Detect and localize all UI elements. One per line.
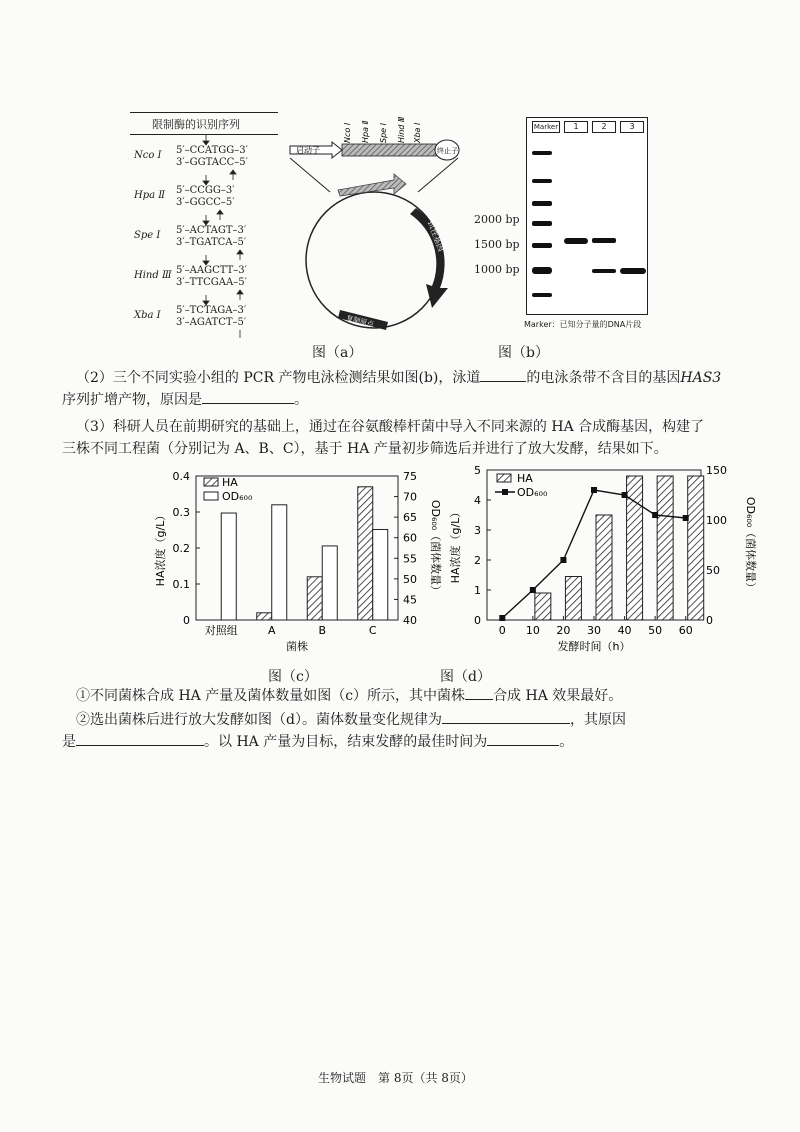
bp-label-1500: 1500 bp xyxy=(474,238,520,251)
y-tick-label: 0 xyxy=(474,614,481,627)
enzyme-name-spe: Spe Ⅰ xyxy=(134,230,161,241)
gel-note: Marker：已知分子量的DNA片段 xyxy=(524,320,642,329)
site-label-hpa: Hpa Ⅱ xyxy=(361,120,370,143)
q3-p1-text-a: ①不同菌株合成 HA 产量及菌体数量如图（c）所示，其中菌株 xyxy=(76,688,466,704)
enzyme-seq-bottom-hpa: 3′–GGCC–5′ xyxy=(176,197,235,208)
y-tick-label: 1 xyxy=(474,584,481,597)
od-point xyxy=(652,512,658,518)
ha-bar xyxy=(596,515,612,620)
y2-tick-label: 75 xyxy=(403,470,417,483)
caption-fig-c: 图（c） xyxy=(268,669,318,685)
x-tick-label: C xyxy=(368,624,377,637)
ha-bar xyxy=(657,476,673,620)
lane-2-label: 2 xyxy=(592,121,616,133)
q3-line-1: （3）科研人员在前期研究的基础上，通过在谷氨酸棒杆菌中导入不同来源的 HA 合成酶基因，构建了 xyxy=(76,419,705,435)
x-tick-label: 60 xyxy=(678,624,693,637)
y-tick-label: 2 xyxy=(474,554,481,567)
resistance-label: 抗性基因 xyxy=(426,219,446,253)
promoter-label: 启动子 xyxy=(296,146,320,155)
caption-fig-a: 图（a） xyxy=(312,345,363,361)
site-label-hind: Hind Ⅲ xyxy=(397,116,406,143)
marker-band xyxy=(532,293,552,297)
insert-guide-left xyxy=(290,158,330,192)
q3-blank-strain[interactable] xyxy=(465,685,493,700)
od-point xyxy=(530,587,536,593)
x-tick-label: B xyxy=(318,624,327,637)
enzyme-seq-top-hind: 5′–AAGCTT–3′ xyxy=(176,265,247,276)
enzyme-name-nco: Nco Ⅰ xyxy=(134,150,162,161)
y-axis-label: HA浓度（g/L） xyxy=(449,506,462,584)
legend-ha-label: HA xyxy=(517,472,533,485)
enzyme-seq-top-nco: 5′–CCATGG–3′ xyxy=(176,145,248,156)
x-axis-label: 发酵时间（h） xyxy=(557,640,631,653)
y-tick-label: 0.3 xyxy=(172,506,190,519)
y-tick-label: 0.1 xyxy=(172,578,190,591)
legend-od-marker xyxy=(502,489,508,495)
q2-blank-reason[interactable] xyxy=(202,389,294,404)
caption-fig-d: 图（d） xyxy=(440,669,491,685)
q2-blank-lane[interactable] xyxy=(480,367,526,382)
q3-p3-text-b: 。以 HA 产量为目标，结束发酵的最佳时间为 xyxy=(204,734,488,750)
q2-gene: HAS3 xyxy=(680,370,722,386)
lane-2-band-upper xyxy=(592,238,616,243)
origin-label: 复制原点 xyxy=(345,314,375,329)
legend-ha-swatch xyxy=(497,474,511,482)
enzyme-seq-bottom-hind: 3′–TTCGAA–5′ xyxy=(176,277,247,288)
od-bar xyxy=(373,529,388,620)
enzyme-seq-bottom-nco: 3′–GGTACC–5′ xyxy=(176,157,248,168)
q3-p3-text-a: 是 xyxy=(62,734,76,750)
y2-tick-label: 55 xyxy=(403,552,417,566)
enzyme-seq-top-xba: 5′–TCTAGA–3′ xyxy=(176,305,247,316)
od-point xyxy=(683,515,689,521)
page-footer: 生物试题 第 8页（共 8页） xyxy=(318,1071,473,1085)
cut-arrows xyxy=(130,112,280,334)
y-axis-label: HA浓度（g/L） xyxy=(154,509,167,587)
od-point xyxy=(622,492,628,498)
q2-text-b: 的电泳条带不含目的基因 xyxy=(526,370,681,386)
marker-band xyxy=(532,151,552,155)
marker-band xyxy=(532,201,552,206)
y2-tick-label: 65 xyxy=(403,511,417,525)
q2-reason-text: 序列扩增产物，原因是 xyxy=(62,392,202,408)
bp-label-2000: 2000 bp xyxy=(474,213,520,226)
lane-1-band xyxy=(564,238,588,244)
ha-bar xyxy=(307,577,322,620)
ha-bar xyxy=(688,476,704,620)
insert-strip xyxy=(342,144,436,156)
marker-band xyxy=(532,267,552,274)
legend-od-swatch xyxy=(204,492,218,500)
q2-end: 。 xyxy=(294,392,308,408)
q3-blank-time[interactable] xyxy=(487,731,559,746)
lane-3-band xyxy=(620,268,646,274)
y2-tick-label: 70 xyxy=(403,490,417,504)
insert-guide-right xyxy=(418,158,458,192)
q3-part-2 xyxy=(76,709,626,731)
x-tick-label: A xyxy=(267,624,276,637)
caption-fig-b: 图（b） xyxy=(498,345,549,361)
gel-bands xyxy=(526,117,648,315)
enzyme-seq-bottom-xba: 3′–AGATCT–5′ xyxy=(176,317,247,328)
x-tick-label: 对照组 xyxy=(204,624,238,637)
legend-ha-swatch xyxy=(204,478,218,486)
od-point xyxy=(591,487,597,493)
legend-od-label: OD₆₀₀ xyxy=(517,486,548,499)
q3-p1-text-b: 合成 HA 效果最好。 xyxy=(493,688,623,704)
y2-tick-label: 45 xyxy=(403,593,417,607)
lane-1-label: 1 xyxy=(564,121,588,133)
chart-d xyxy=(445,462,760,662)
legend-od-label: OD₆₀₀ xyxy=(222,490,253,503)
y2-tick-label: 0 xyxy=(706,614,713,627)
q2-line-2 xyxy=(62,389,308,411)
y-tick-label: 5 xyxy=(474,464,481,477)
chart-c xyxy=(150,462,440,662)
y2-tick-label: 60 xyxy=(403,531,417,545)
y-tick-label: 0.2 xyxy=(172,542,190,555)
y2-tick-label: 50 xyxy=(403,572,417,586)
bp-label-1000: 1000 bp xyxy=(474,263,520,276)
x-tick-label: 20 xyxy=(556,624,571,637)
plasmid-circle xyxy=(306,192,442,328)
y2-tick-label: 40 xyxy=(403,614,417,627)
plasmid-diagram xyxy=(282,108,462,336)
x-tick-label: 30 xyxy=(587,624,601,637)
q3-p3-end: 。 xyxy=(559,734,574,750)
ha-bar xyxy=(257,613,272,620)
site-label-xba: Xba Ⅰ xyxy=(413,122,422,143)
q2-text-a: （2）三个不同实验小组的 PCR 产物电泳检测结果如图(b)，泳道 xyxy=(76,370,481,386)
y2-tick-label: 100 xyxy=(706,514,727,527)
x-tick-label: 40 xyxy=(617,624,632,637)
q2-line-1 xyxy=(76,367,721,389)
y-tick-label: 0.4 xyxy=(172,470,190,483)
enzyme-table-title: 限制酶的识别序列 xyxy=(152,118,240,131)
q3-p2-text-a: ②选出菌株后进行放大发酵如图（d）。菌体数量变化规律为 xyxy=(76,712,442,728)
site-label-spe: Spe Ⅰ xyxy=(379,123,388,143)
enzyme-name-hpa: Hpa Ⅱ xyxy=(134,190,166,201)
y-tick-label: 0 xyxy=(183,614,190,627)
q3-p2-text-b: ，其原因 xyxy=(569,712,626,728)
enzyme-seq-top-spe: 5′–ACTAGT–3′ xyxy=(176,225,247,236)
y2-tick-label: 50 xyxy=(706,564,720,577)
y-tick-label: 3 xyxy=(474,524,481,537)
enzyme-seq-top-hpa: 5′–CCGG–3′ xyxy=(176,185,235,196)
od-point xyxy=(560,557,566,563)
od-bar xyxy=(272,505,287,620)
y2-tick-label: 150 xyxy=(706,464,727,477)
ha-bar xyxy=(535,593,551,620)
q3-blank-cause[interactable] xyxy=(76,731,204,746)
enzyme-name-xba: Xba Ⅰ xyxy=(134,310,161,321)
od-bar xyxy=(322,546,337,620)
x-tick-label: 0 xyxy=(498,624,506,637)
enzyme-table xyxy=(130,112,280,332)
q3-line-2: 三株不同工程菌（分别记为 A、B、C），基于 HA 产量初步筛选后并进行了放大发酵，结果如下。 xyxy=(62,441,668,457)
legend-ha-label: HA xyxy=(222,476,238,489)
marker-band xyxy=(532,221,552,226)
lane-3-label: 3 xyxy=(620,121,644,133)
y2-axis-label: OD₆₀₀（菌体数量） xyxy=(429,499,442,597)
enzyme-seq-bottom-spe: 3′–TGATCA–5′ xyxy=(176,237,247,248)
ha-bar xyxy=(358,487,373,620)
od-bar xyxy=(221,513,236,620)
lane-marker-label: Marker xyxy=(533,123,559,131)
enzyme-name-hind: Hind Ⅲ xyxy=(134,270,172,281)
site-label-nco: Nco Ⅰ xyxy=(343,122,352,143)
marker-band xyxy=(532,179,552,183)
q3-part-3 xyxy=(62,731,573,753)
terminator-label: 终止子 xyxy=(437,147,458,155)
y2-axis-label: OD₆₀₀（菌体数量） xyxy=(744,496,757,594)
y-tick-label: 4 xyxy=(474,494,481,507)
x-axis-label: 菌株 xyxy=(286,640,308,653)
x-tick-label: 10 xyxy=(525,624,540,637)
q3-part-1 xyxy=(76,685,622,707)
marker-band xyxy=(532,243,552,248)
q3-blank-pattern[interactable] xyxy=(442,709,570,724)
lane-2-band-lower xyxy=(592,269,616,273)
x-tick-label: 50 xyxy=(648,624,663,637)
ha-bar xyxy=(565,577,581,621)
od-point xyxy=(499,615,505,621)
